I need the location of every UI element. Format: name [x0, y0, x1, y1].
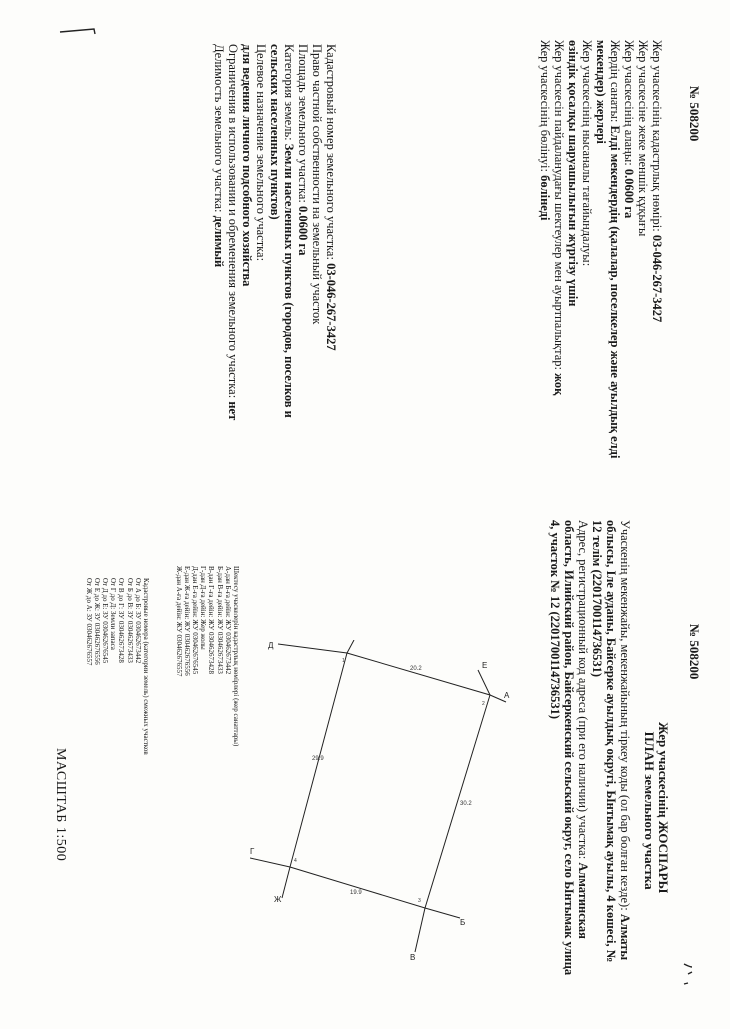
ru-area-line: Площадь земельного участка: 0.0600 га	[296, 44, 310, 256]
corner-mark: 3	[418, 898, 421, 904]
boundary-extension	[250, 858, 290, 867]
plan-title-block	[642, 722, 670, 893]
ru-right-line: Право частной собственности на земельный участок	[310, 44, 324, 325]
kz-area-line: Жер учаскесінің алаңы: 0.0600 га	[622, 40, 636, 219]
neighbor-ru-row: От Г до Д: Земли запаса	[109, 578, 118, 650]
point-label: Б	[460, 918, 466, 927]
left-ru-block	[212, 44, 338, 420]
kz-category-line-2: мекендер) жерлері	[594, 40, 608, 144]
corner-mark: 4	[294, 858, 297, 864]
ru-purpose-value: для ведения личного подсобного хозяйства	[240, 44, 254, 287]
neighbor-row: Ж-дан А-ға дейін: ЖУ 030462676557	[174, 566, 183, 677]
ru-restrictions-line: Ограничения в использовании и обременения земельного участка: нет	[226, 44, 240, 421]
point-label: Г	[250, 847, 255, 856]
neighbor-ru-row: От Е до Ж: ЗУ 030462676556	[92, 578, 101, 665]
corner-mark: 1	[342, 658, 345, 664]
corner-mark: 2	[482, 701, 485, 707]
neighbor-ru-row: От Б до В: ЗУ 030462673433	[125, 578, 134, 663]
point-label: А	[504, 691, 510, 700]
neighbor-row: А-дан Б-ға дейін: ЖУ 030462673442	[223, 566, 232, 675]
boundary-extension	[278, 644, 347, 653]
kz-divisibility-line: Жер учаскесінің бөлінуі: бөлінеді	[538, 40, 552, 221]
scratch-mark-icon	[676, 958, 706, 988]
address-ru-line-2: область, Илийский район, Байсеркенский сельский округ, село Ынтымак улица	[562, 520, 576, 976]
neighbors-ru-block	[84, 578, 150, 755]
neighbor-row: В-дан Г-ға дейін: ЖУ 030462673428	[207, 566, 216, 674]
neighbors-kz-header: Шектесу учаскелерiн кадастрлық нөмiрлерi (жер санаттары)	[232, 566, 240, 747]
left-kz-block	[538, 40, 664, 458]
kz-right-line: Жер учаскесіне жеке меншік құқығы	[636, 40, 650, 237]
address-block	[548, 520, 632, 975]
boundary-extension	[347, 640, 354, 653]
dimension-label: 20.2	[410, 666, 422, 672]
corner-mark-icon	[58, 22, 98, 36]
neighbor-ru-row: От А до Б: ЗУ 030462673442	[133, 578, 142, 664]
kz-purpose-label: Жер учаскесінің нысаналы тағайындалуы:	[580, 40, 594, 267]
neighbor-row: Г-дан Д-ға дейін: Жер жолы	[199, 566, 208, 650]
address-kz-line-1: Учаскенің мекенжайы, мекенжайының тіркеу коды (ол бар болған кезде): Алматы	[618, 520, 632, 961]
ru-divisibility-line: Делимость земельного участка: делимый	[212, 44, 226, 268]
plan-title-ru: ПЛАН земельного участка	[642, 731, 657, 890]
boundary-extension	[415, 908, 425, 952]
left-page-number: № 508200	[687, 86, 702, 142]
neighbor-row: Д-дан Е-ға дейін: ЖУ 030462676545	[190, 566, 199, 675]
point-label: Д	[268, 641, 274, 650]
neighbor-ru-row: От Д до Е: ЗУ 030462676545	[100, 578, 109, 664]
ru-category-line-2: сельских населенных пунктов)	[268, 44, 282, 220]
dimension-label: 19.9	[350, 890, 362, 896]
scale-label: МАСШТАБ 1:500	[53, 748, 68, 862]
plan-title-kz: Жер учаскесінің ЖОСПАРЫ	[656, 722, 671, 894]
address-kz-line-3: 12 телім (2201700114736531)	[590, 520, 604, 678]
point-label: Е	[482, 661, 488, 670]
neighbor-ru-row: От В до Г: ЗУ 030462673428	[117, 578, 126, 663]
address-kz-line-2: облысы, Іле ауданы, Байсерке ауылдық округі, Ынтымақ ауылы, 4 көшесі, №	[604, 520, 618, 963]
address-ru-line-1: Адрес, регистрационный код адреса (при его наличии) участка: Алматинская	[576, 520, 590, 939]
point-label: Ж	[274, 895, 282, 904]
point-label: В	[410, 953, 416, 962]
ru-purpose-label: Целевое назначение земельного участка:	[254, 44, 268, 262]
address-ru-line-3: 4, участок № 12 (2201700114736531)	[548, 520, 562, 720]
boundary-extension	[478, 670, 490, 695]
neighbor-ru-row: От Ж до А: ЗУ 030462676557	[84, 578, 93, 666]
right-page-number: № 508200	[687, 624, 702, 680]
neighbors-ru-header: Кадастровые номера (категории земель) смежных участков	[142, 578, 150, 755]
kz-cadastral-line: Жер учаскесінің кадастрлық нөмірі: 03-046-267-3427	[650, 40, 664, 323]
neighbor-row: Е-дан Ж-ға дейін: ЖУ 030462676556	[182, 566, 191, 676]
neighbor-row: Б-дан В-ға дейін: ЖУ 030462673433	[215, 566, 224, 674]
ru-cadastral-line: Кадастровый номер земельного участка: 03-046-267-3427	[324, 44, 338, 351]
parcel-boundary	[290, 653, 490, 908]
plot-plan	[250, 640, 530, 970]
boundary-extension	[425, 908, 460, 918]
neighbors-kz-block	[174, 566, 240, 746]
ru-category-line: Категория земель: Земли населенных пунктов (городов, поселков и	[282, 44, 296, 418]
kz-restrictions-line: Жер учаскесін пайдаланудағы шектеулер мен ауыртпалықтар: жоқ	[552, 40, 566, 396]
kz-category-line: Жердің санаты: Елді мекендердің (қалалар, поселкелер және ауылдық елді	[608, 40, 622, 459]
boundary-extension	[282, 867, 290, 898]
dimension-label: 29.9	[312, 756, 324, 762]
kz-purpose-value: өзіндік қосалқы шаруашылығын жүргізу үшін	[566, 40, 580, 307]
dimension-label: 30.2	[460, 801, 472, 807]
